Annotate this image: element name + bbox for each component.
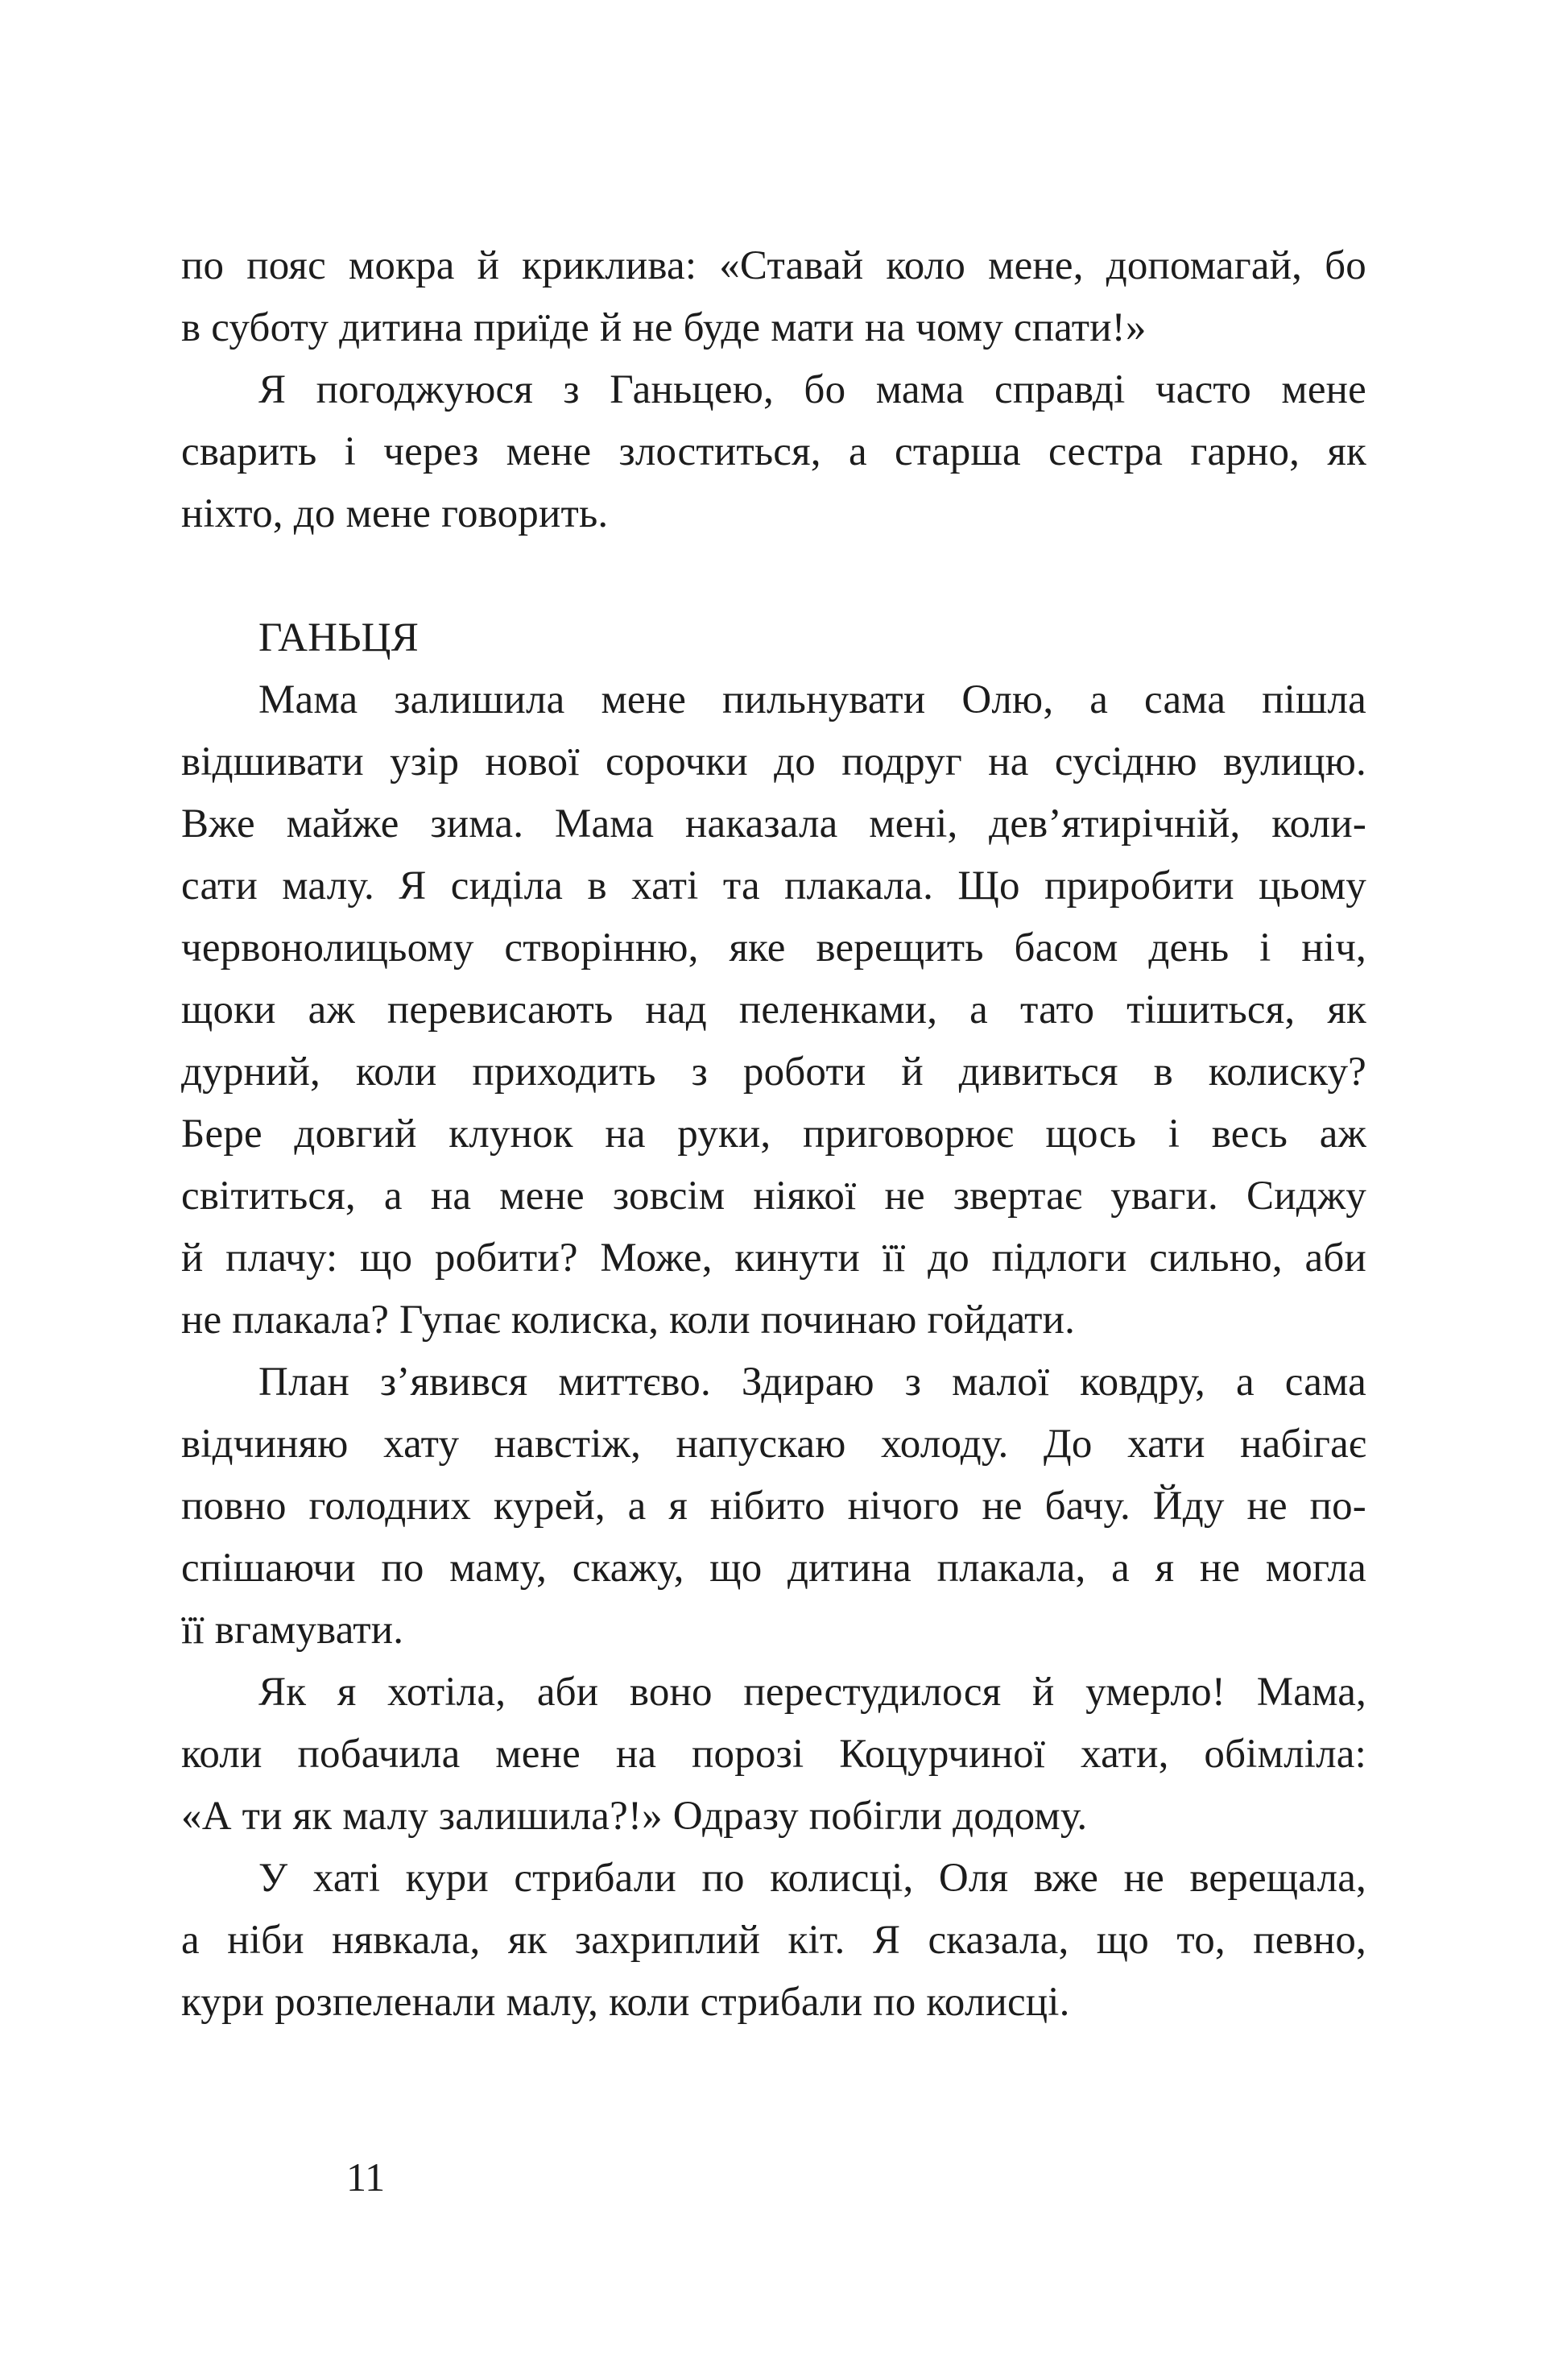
paragraph — [181, 235, 1366, 359]
text-line: не плакала? Гупає колиска, коли починаю гойдати. — [181, 1298, 1076, 1343]
text-line: відчиняю хату навстіж, напускаю холоду. До хати набігає — [181, 1422, 1366, 1467]
text-line: щоки аж перевисають над пеленками, а тато тішиться, як — [181, 987, 1366, 1033]
text-line: кури розпеленали малу, коли стрибали по колисці. — [181, 1980, 1070, 2025]
paragraph — [181, 1662, 1366, 1848]
text-line: коли побачила мене на порозі Коцурчиної хати, обімліла: — [181, 1732, 1366, 1777]
text-line: відшивати узір нової сорочки до подруг на сусідню вулицю. — [181, 739, 1366, 784]
text-block — [181, 235, 1366, 2034]
text-line: в суботу дитина приїде й не буде мати на чому спати!» — [181, 305, 1147, 350]
text-line: Я погоджуюся з Ганьцею, бо мама справді часто мене — [258, 367, 1366, 412]
text-line: дурний, коли приходить з роботи й дивиться в колиску? — [181, 1049, 1366, 1095]
text-line: її вгамувати. — [181, 1608, 404, 1653]
section-heading — [181, 607, 1366, 669]
paragraph — [181, 669, 1366, 1351]
text-line: Мама залишила мене пильнувати Олю, а сама пішла — [258, 677, 1366, 722]
text-line: сати малу. Я сиділа в хаті та плакала. Що приробити цьому — [181, 863, 1366, 909]
paragraph — [181, 1848, 1366, 2034]
text-line: «А ти як малу залишила?!» Одразу побігли додому. — [181, 1794, 1088, 1839]
text-line: а ніби нявкала, як захриплий кіт. Я сказала, що то, певно, — [181, 1918, 1366, 1963]
text-line: світиться, а на мене зовсім ніякої не звертає уваги. Сиджу — [181, 1173, 1366, 1219]
text-line: ніхто, до мене говорить. — [181, 491, 609, 536]
text-line: й плачу: що робити? Може, кинути її до підлоги сильно, аби — [181, 1236, 1366, 1281]
paragraph — [181, 1351, 1366, 1662]
text-line: Вже майже зима. Мама наказала мені, дев’ятирічній, коли- — [181, 801, 1366, 846]
text-line: Бере довгий клунок на руки, приговорює щось і весь аж — [181, 1111, 1366, 1157]
heading-line: ГАНЬЦЯ — [258, 615, 419, 660]
text-line: сварить і через мене злоститься, а старша сестра гарно, як — [181, 429, 1366, 474]
text-line: спішаючи по маму, скажу, що дитина плакала, а я не могла — [181, 1546, 1366, 1591]
text-line: по пояс мокра й криклива: «Ставай коло мене, допомагай, бо — [181, 243, 1366, 288]
text-line: повно голодних курей, а я нібито нічого не бачу. Йду не по- — [181, 1484, 1366, 1529]
text-line: Як я хотіла, аби воно перестудилося й умерло! Мама, — [258, 1670, 1366, 1715]
page-number: 11 — [346, 2154, 386, 2200]
text-line: У хаті кури стрибали по колисці, Оля вже не верещала, — [258, 1856, 1366, 1901]
text-line: План з’явився миттєво. Здираю з малої ковдру, а сама — [258, 1360, 1366, 1405]
paragraph — [181, 359, 1366, 545]
text-line: червонолицьому створінню, яке верещить басом день і ніч, — [181, 925, 1366, 971]
